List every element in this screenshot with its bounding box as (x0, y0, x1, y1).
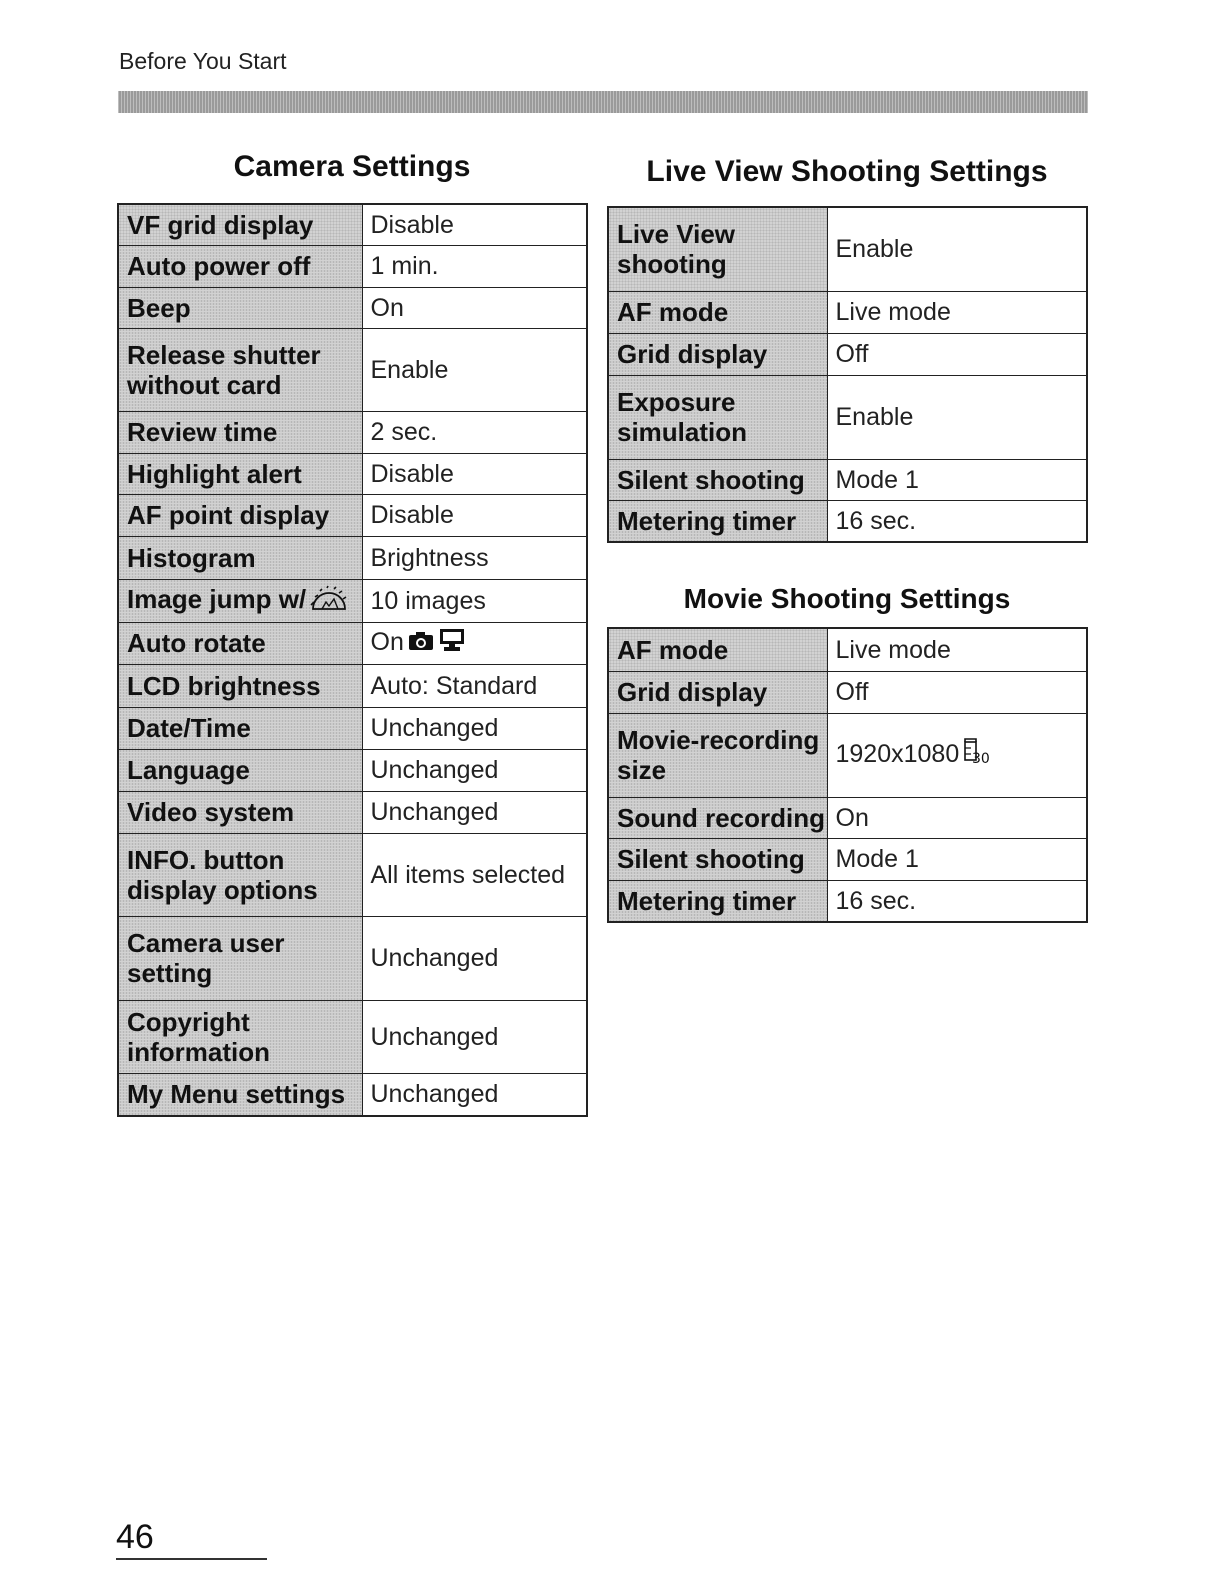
setting-name: Live View shooting (608, 207, 827, 291)
setting-value: Disable (362, 453, 587, 494)
table-row (118, 791, 587, 833)
table-row (118, 411, 587, 453)
table-row (608, 713, 1087, 797)
table-row (118, 707, 587, 749)
setting-value-text: On (370, 628, 404, 657)
setting-name: Release shutter without card (118, 328, 362, 411)
table-row (608, 291, 1087, 333)
setting-value: Auto: Standard (362, 664, 587, 707)
svg-text:30: 30 (972, 750, 991, 766)
header-rule (118, 91, 1088, 113)
camera-icon (408, 628, 434, 658)
setting-name: Silent shooting (608, 459, 827, 500)
setting-name: Sound recording (608, 797, 827, 838)
setting-name: Grid display (608, 333, 827, 375)
setting-value: Enable (362, 328, 587, 411)
setting-name: Metering timer (608, 880, 827, 922)
table-row (118, 536, 587, 579)
setting-value: Unchanged (362, 1073, 587, 1116)
table-row (118, 833, 587, 916)
setting-name: Copyright information (118, 1000, 362, 1073)
setting-value: 16 sec. (827, 880, 1087, 922)
camera-settings-title: Camera Settings (233, 150, 471, 183)
setting-name: Beep (118, 287, 362, 328)
setting-name: Silent shooting (608, 838, 827, 880)
setting-value: Live mode (827, 628, 1087, 671)
setting-value: Mode 1 (827, 838, 1087, 880)
setting-value: 2 sec. (362, 411, 587, 453)
table-row (608, 880, 1087, 922)
page-number: 46 (116, 1518, 154, 1556)
setting-value: Disable (362, 204, 587, 245)
table-row (118, 328, 587, 411)
setting-name: Video system (118, 791, 362, 833)
setting-value: Live mode (827, 291, 1087, 333)
table-row (118, 287, 587, 328)
frame-rate-30-icon (963, 738, 993, 773)
table-row (118, 1073, 587, 1116)
setting-value: Off (827, 333, 1087, 375)
setting-value: Enable (827, 375, 1087, 459)
table-row (118, 749, 587, 791)
page-number-rule (116, 1558, 267, 1560)
setting-name: AF mode (608, 628, 827, 671)
setting-name-text: Image jump w/ (127, 583, 307, 614)
setting-name: Date/Time (118, 707, 362, 749)
setting-name: Auto rotate (118, 622, 362, 664)
setting-name (118, 579, 362, 622)
setting-value (827, 713, 1087, 797)
movie-settings-title: Movie Shooting Settings (683, 583, 1011, 614)
live-view-settings-title: Live View Shooting Settings (646, 155, 1048, 188)
setting-value: Enable (827, 207, 1087, 291)
setting-value: Disable (362, 494, 587, 536)
table-row (608, 671, 1087, 713)
table-row (608, 797, 1087, 838)
table-row (118, 453, 587, 494)
section-header: Before You Start (119, 48, 287, 74)
table-row (608, 500, 1087, 542)
table-row (118, 204, 587, 245)
setting-name: Language (118, 749, 362, 791)
computer-monitor-icon (438, 628, 466, 659)
setting-name: Camera user setting (118, 916, 362, 1000)
camera-settings-table (117, 203, 588, 1117)
table-row (608, 333, 1087, 375)
setting-value: Unchanged (362, 1000, 587, 1073)
setting-name: My Menu settings (118, 1073, 362, 1116)
table-row (118, 494, 587, 536)
table-row (118, 245, 587, 287)
setting-value: Unchanged (362, 707, 587, 749)
setting-value-text: 1920x1080 (835, 739, 960, 768)
setting-name: Auto power off (118, 245, 362, 287)
setting-name: Movie-recording size (608, 713, 827, 797)
table-row (608, 628, 1087, 671)
setting-name: AF point display (118, 494, 362, 536)
setting-name: Metering timer (608, 500, 827, 542)
setting-value: Off (827, 671, 1087, 713)
setting-value: Brightness (362, 536, 587, 579)
setting-name: Grid display (608, 671, 827, 713)
setting-value: On (827, 797, 1087, 838)
setting-value: 16 sec. (827, 500, 1087, 542)
setting-name: AF mode (608, 291, 827, 333)
table-row (118, 622, 587, 664)
setting-name: Exposure simulation (608, 375, 827, 459)
setting-name: Highlight alert (118, 453, 362, 494)
setting-value: Mode 1 (827, 459, 1087, 500)
setting-name: INFO. button display options (118, 833, 362, 916)
setting-value: Unchanged (362, 791, 587, 833)
setting-value (362, 622, 587, 664)
table-row (608, 207, 1087, 291)
main-dial-icon (310, 585, 348, 617)
table-row (118, 1000, 587, 1073)
setting-name: LCD brightness (118, 664, 362, 707)
setting-value: On (362, 287, 587, 328)
table-row (608, 375, 1087, 459)
setting-name: VF grid display (118, 204, 362, 245)
table-row (118, 664, 587, 707)
table-row (608, 838, 1087, 880)
live-view-settings-table (607, 206, 1088, 543)
movie-settings-table (607, 627, 1088, 923)
table-row (608, 459, 1087, 500)
setting-name: Review time (118, 411, 362, 453)
setting-name: Histogram (118, 536, 362, 579)
table-row (118, 916, 587, 1000)
setting-value: 1 min. (362, 245, 587, 287)
setting-value: Unchanged (362, 916, 587, 1000)
setting-value: 10 images (362, 579, 587, 622)
setting-value: Unchanged (362, 749, 587, 791)
setting-value: All items selected (362, 833, 587, 916)
table-row (118, 579, 587, 622)
